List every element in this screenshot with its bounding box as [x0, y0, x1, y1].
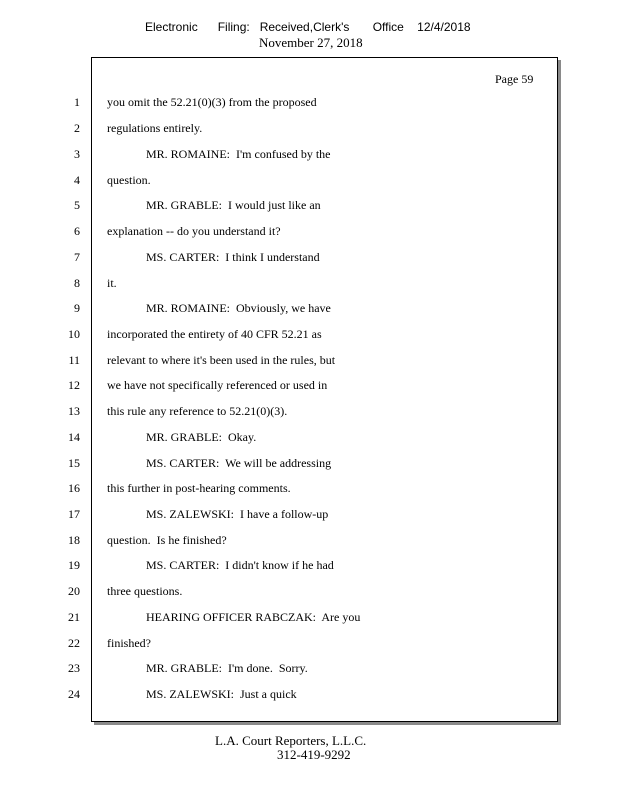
- transcript-line: explanation -- do you understand it?: [107, 224, 281, 238]
- transcript-line: MR. GRABLE: I would just like an: [146, 198, 321, 212]
- line-number: 20: [68, 584, 80, 598]
- court-reporter-name: L.A. Court Reporters, L.L.C.: [215, 733, 367, 748]
- transcript-line: question.: [107, 173, 151, 187]
- line-number: 6: [74, 224, 80, 238]
- transcript-line: this rule any reference to 52.21(0)(3).: [107, 404, 288, 418]
- line-number: 19: [68, 558, 80, 572]
- transcript-line: regulations entirely.: [107, 121, 203, 135]
- line-number: 18: [68, 533, 80, 547]
- line-number: 14: [68, 430, 80, 444]
- court-reporter-phone: 312-419-9292: [277, 747, 351, 762]
- filed-date: November 27, 2018: [259, 35, 363, 50]
- transcript-line: it.: [107, 276, 117, 290]
- page-number: Page 59: [495, 72, 534, 86]
- line-number: 9: [74, 301, 80, 315]
- line-number: 15: [68, 456, 80, 470]
- transcript-line: MS. CARTER: I didn't know if he had: [146, 558, 334, 572]
- line-number: 1: [74, 95, 80, 109]
- transcript-line: MR. GRABLE: I'm done. Sorry.: [146, 661, 308, 675]
- transcript-line: MR. ROMAINE: Obviously, we have: [146, 301, 331, 315]
- line-number: 24: [68, 687, 80, 701]
- line-number: 5: [74, 198, 80, 212]
- transcript-line: MR. GRABLE: Okay.: [146, 430, 257, 444]
- transcript-line: MS. CARTER: I think I understand: [146, 250, 320, 264]
- line-number: 17: [68, 507, 80, 521]
- transcript-line: we have not specifically referenced or used in: [107, 378, 328, 392]
- transcript-line: this further in post-hearing comments.: [107, 481, 291, 495]
- line-number: 2: [74, 121, 80, 135]
- line-number: 22: [68, 636, 80, 650]
- transcript-line: you omit the 52.21(0)(3) from the proposed: [107, 95, 317, 109]
- line-number: 7: [74, 250, 80, 264]
- transcript-line: MR. ROMAINE: I'm confused by the: [146, 147, 331, 161]
- transcript-line: incorporated the entirety of 40 CFR 52.21 as: [107, 327, 322, 341]
- transcript-line: MS. ZALEWSKI: I have a follow-up: [146, 507, 329, 521]
- line-number: 12: [68, 378, 80, 392]
- transcript-line: MS. CARTER: We will be addressing: [146, 456, 332, 470]
- transcript-line: MS. ZALEWSKI: Just a quick: [146, 687, 297, 701]
- line-number: 23: [68, 661, 80, 675]
- line-number: 11: [68, 353, 80, 367]
- line-number: 3: [74, 147, 80, 161]
- line-number: 16: [68, 481, 80, 495]
- transcript-line: three questions.: [107, 584, 183, 598]
- line-number: 10: [68, 327, 80, 341]
- transcript-line: finished?: [107, 636, 151, 650]
- transcript-line: question. Is he finished?: [107, 533, 227, 547]
- line-number: 21: [68, 610, 80, 624]
- transcript-line: relevant to where it's been used in the rules, but: [107, 353, 336, 367]
- electronic-filing-stamp: Electronic Filing: Received,Clerk's Office 12/4/2018: [145, 20, 471, 34]
- transcript-line: HEARING OFFICER RABCZAK: Are you: [146, 610, 361, 624]
- line-number: 4: [74, 173, 80, 187]
- line-number: 8: [74, 276, 80, 290]
- line-number: 13: [68, 404, 80, 418]
